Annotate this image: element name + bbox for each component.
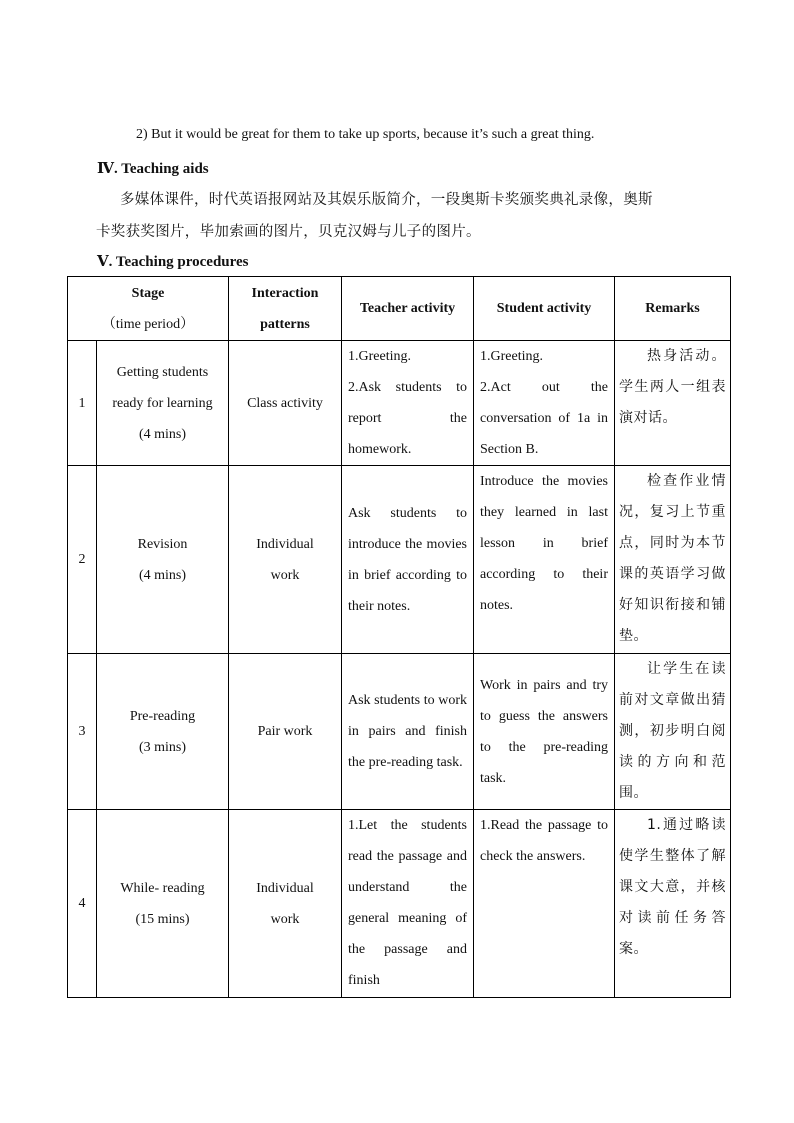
header-teacher-activity: Teacher activity <box>342 277 474 341</box>
row-number: 3 <box>68 654 97 810</box>
header-interaction-line-1: Interaction <box>251 285 319 301</box>
row-stage-line-1: Pre-reading <box>129 708 196 724</box>
header-student-activity: Student activity <box>474 277 615 341</box>
row-teacher-activity: Ask students to work in pairs and finish the pre-reading task. <box>342 654 474 810</box>
header-stage-label: Stage <box>131 285 165 301</box>
table-header-row <box>68 277 731 341</box>
row-teacher-activity: 1.Greeting. 2.Ask students to report the homework. <box>342 341 474 466</box>
row-stage-line-3: (4 mins) <box>138 426 187 442</box>
header-stage <box>68 277 229 341</box>
teaching-procedures-table <box>67 276 731 998</box>
row-interaction-line-2: work <box>270 567 300 583</box>
row-student-activity: 1.Read the passage to check the answers. <box>474 810 615 998</box>
row-number: 4 <box>68 810 97 998</box>
row-interaction-line-1: Pair work <box>257 724 313 739</box>
row-interaction <box>229 810 342 998</box>
row-remarks: 1.通过略读使学生整体了解课文大意，并核对读前任务答案。 <box>615 810 731 998</box>
row-teacher-activity: Ask students to introduce the movies in brief according to their notes. <box>342 466 474 654</box>
table-row <box>68 810 731 998</box>
row-stage-line-1: While- reading <box>120 880 205 896</box>
row-interaction <box>229 654 342 810</box>
row-stage-line-2: (15 mins) <box>135 911 190 927</box>
header-interaction-line-2: patterns <box>260 316 310 332</box>
row-interaction <box>229 341 342 466</box>
row-interaction-line-1: Class activity <box>247 395 323 411</box>
header-stage-sub: （time period） <box>101 316 195 332</box>
section-heading-teaching-aids: Ⅳ. Teaching aids <box>97 161 209 177</box>
teaching-aids-paragraph-line-1: 多媒体课件，时代英语报网站及其娱乐版简介，一段奥斯卡奖颁奖典礼录像，奥斯 <box>120 192 653 208</box>
row-stage <box>97 466 229 654</box>
row-interaction-line-1: Individual <box>256 536 314 552</box>
row-student-activity: Introduce the movies they learned in last lesson in brief according to their notes. <box>474 466 615 654</box>
row-remarks: 检查作业情况，复习上节重点，同时为本节课的英语学习做好知识衔接和铺垫。 <box>615 466 731 654</box>
row-interaction <box>229 466 342 654</box>
row-student-activity: 1.Greeting. 2.Act out the conversation of 1a in Section B. <box>474 341 615 466</box>
row-stage-line-1: Revision <box>137 536 188 552</box>
row-remarks: 让学生在读前对文章做出猜测，初步明白阅读的方向和范围。 <box>615 654 731 810</box>
row-stage <box>97 654 229 810</box>
row-interaction-line-1: Individual <box>256 880 314 896</box>
section-heading-teaching-procedures: Ⅴ. Teaching procedures <box>97 254 249 270</box>
header-interaction <box>229 277 342 341</box>
row-teacher-activity: 1.Let the students read the passage and understand the general meaning of the passage and finish <box>342 810 474 998</box>
table-row <box>68 654 731 810</box>
intro-line: 2) But it would be great for them to take up sports, because it’s such a great thing. <box>136 127 595 142</box>
row-number: 2 <box>68 466 97 654</box>
table-row <box>68 341 731 466</box>
row-stage-line-1: Getting students <box>116 364 209 380</box>
row-student-activity: Work in pairs and try to guess the answers to the pre-reading task. <box>474 654 615 810</box>
row-remarks: 热身活动。学生两人一组表演对话。 <box>615 341 731 466</box>
teaching-aids-paragraph-line-2: 卡奖获奖图片，毕加索画的图片，贝克汉姆与儿子的图片。 <box>96 224 481 240</box>
table-row <box>68 466 731 654</box>
row-stage-line-2: (4 mins) <box>138 567 187 583</box>
row-stage-line-2: ready for learning <box>112 395 213 411</box>
row-interaction-line-2: work <box>270 911 300 927</box>
row-stage <box>97 810 229 998</box>
row-stage <box>97 341 229 466</box>
row-stage-line-2: (3 mins) <box>138 739 187 755</box>
row-number: 1 <box>68 341 97 466</box>
header-remarks: Remarks <box>615 277 731 341</box>
